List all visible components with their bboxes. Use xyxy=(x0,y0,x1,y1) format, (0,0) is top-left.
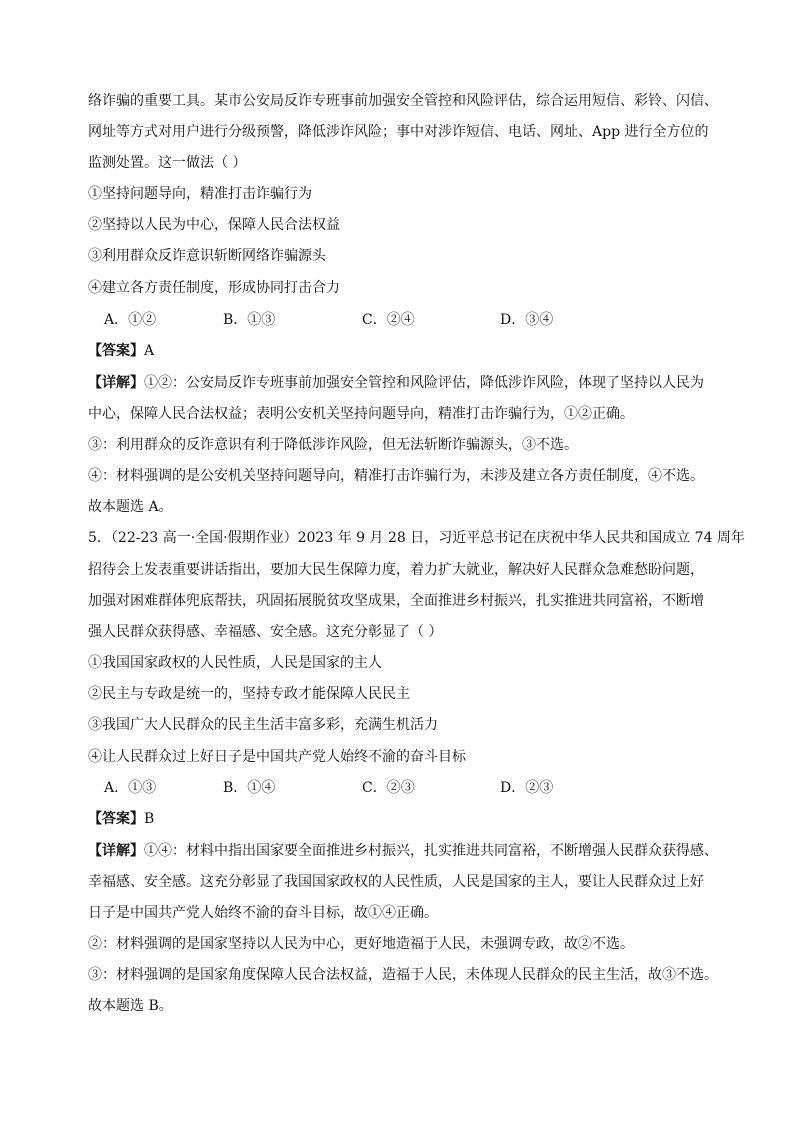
answer-value: A xyxy=(144,343,155,359)
q4-option-a: A．①② xyxy=(104,312,157,328)
q4-option-d: D．③④ xyxy=(500,312,554,328)
q4-detail-line: ④：材料强调的是公安机关坚持问题导向，精准打击诈骗行为，未涉及建立各方责任制度，④不选。 xyxy=(88,468,704,484)
q5-detail-line xyxy=(88,841,718,861)
q4-stem-line: 络诈骗的重要工具。某市公安局反诈专班事前加强安全管控和风险评估，综合运用短信、彩铃、闪信、 xyxy=(88,93,718,109)
q5-detail-line: 日子是中国共产党人始终不渝的奋斗目标，故①④正确。 xyxy=(88,905,438,921)
q5-statement: ②民主与专政是统一的，坚持专政才能保障人民民主 xyxy=(88,686,410,702)
q5-statement: ④让人民群众过上好日子是中国共产党人始终不渝的奋斗目标 xyxy=(88,749,466,765)
q4-detail-line xyxy=(88,373,704,393)
q4-detail-line: ③：利用群众的反诈意识有利于降低涉诈风险，但无法斩断诈骗源头，③不选。 xyxy=(88,437,578,453)
q5-option-b: B．①④ xyxy=(223,780,276,796)
q4-statement: ④建立各方责任制度，形成协同打击合力 xyxy=(88,280,340,296)
detail-text: ①②：公安局反诈专班事前加强安全管控和风险评估，降低涉诈风险，体现了坚持以人民为 xyxy=(144,375,704,391)
q5-stem-line: 强人民群众获得感、幸福感、安全感。这充分彰显了（ ） xyxy=(88,624,443,640)
q5-stem-line: 招待会上发表重要讲话指出，要加大民生保障力度，着力扩大就业，解决好人民群众急难愁盼问题， xyxy=(88,562,704,578)
answer-value: B xyxy=(144,811,155,827)
q4-detail-line: 中心，保障人民合法权益；表明公安机关坚持问题导向，精准打击诈骗行为，①②正确。 xyxy=(88,406,634,422)
q4-statement: ①坚持问题导向，精准打击诈骗行为 xyxy=(88,186,312,202)
q4-stem-line: 网址等方式对用户进行分级预警，降低涉诈风险；事中对涉诈短信、电话、网址、App 进行全方位的 xyxy=(88,124,709,140)
q4-answer xyxy=(88,341,154,361)
detail-tag: 【详解】 xyxy=(88,375,144,391)
q4-option-c: C．②④ xyxy=(362,312,415,328)
q5-option-d: D．②③ xyxy=(500,780,554,796)
detail-text: ①④：材料中指出国家要全面推进乡村振兴，扎实推进共同富裕，不断增强人民群众获得感、 xyxy=(144,843,718,859)
q5-stem-line: 加强对困难群体兜底帮扶，巩固拓展脱贫攻坚成果，全面推进乡村振兴，扎实推进共同富裕，不断增 xyxy=(88,593,704,609)
q5-stem-line: 5．（22-23 高一·全国·假期作业）2023 年 9 月 28 日，习近平总书记在庆祝中华人民共和国成立 74 周年 xyxy=(88,530,745,546)
q4-stem-line: 监测处置。这一做法（ ） xyxy=(88,155,247,171)
q4-statement: ②坚持以人民为中心，保障人民合法权益 xyxy=(88,217,340,233)
q4-detail-line: 故本题选 A。 xyxy=(88,499,173,515)
q5-detail-line: ②：材料强调的是国家坚持以人民为中心，更好地造福于人民，未强调专政，故②不选。 xyxy=(88,936,634,952)
q4-statement: ③利用群众反诈意识斩断网络诈骗源头 xyxy=(88,248,326,264)
q5-option-c: C．②③ xyxy=(362,780,415,796)
q5-detail-line: 故本题选 B。 xyxy=(88,998,173,1014)
q5-statement: ①我国国家政权的人民性质，人民是国家的主人 xyxy=(88,655,382,671)
q5-option-a: A．①③ xyxy=(104,780,157,796)
q4-option-b: B．①③ xyxy=(223,312,276,328)
answer-tag: 【答案】 xyxy=(88,811,144,827)
detail-tag: 【详解】 xyxy=(88,843,144,859)
q5-detail-line: ③：材料强调的是国家角度保障人民合法权益，造福于人民，未体现人民群众的民主生活，故③不选。 xyxy=(88,967,718,983)
answer-tag: 【答案】 xyxy=(88,343,144,359)
q5-answer xyxy=(88,809,154,829)
q5-detail-line: 幸福感、安全感。这充分彰显了我国国家政权的人民性质，人民是国家的主人，要让人民群众过上好 xyxy=(88,874,704,890)
q5-statement: ③我国广大人民群众的民主生活丰富多彩，充满生机活力 xyxy=(88,717,438,733)
